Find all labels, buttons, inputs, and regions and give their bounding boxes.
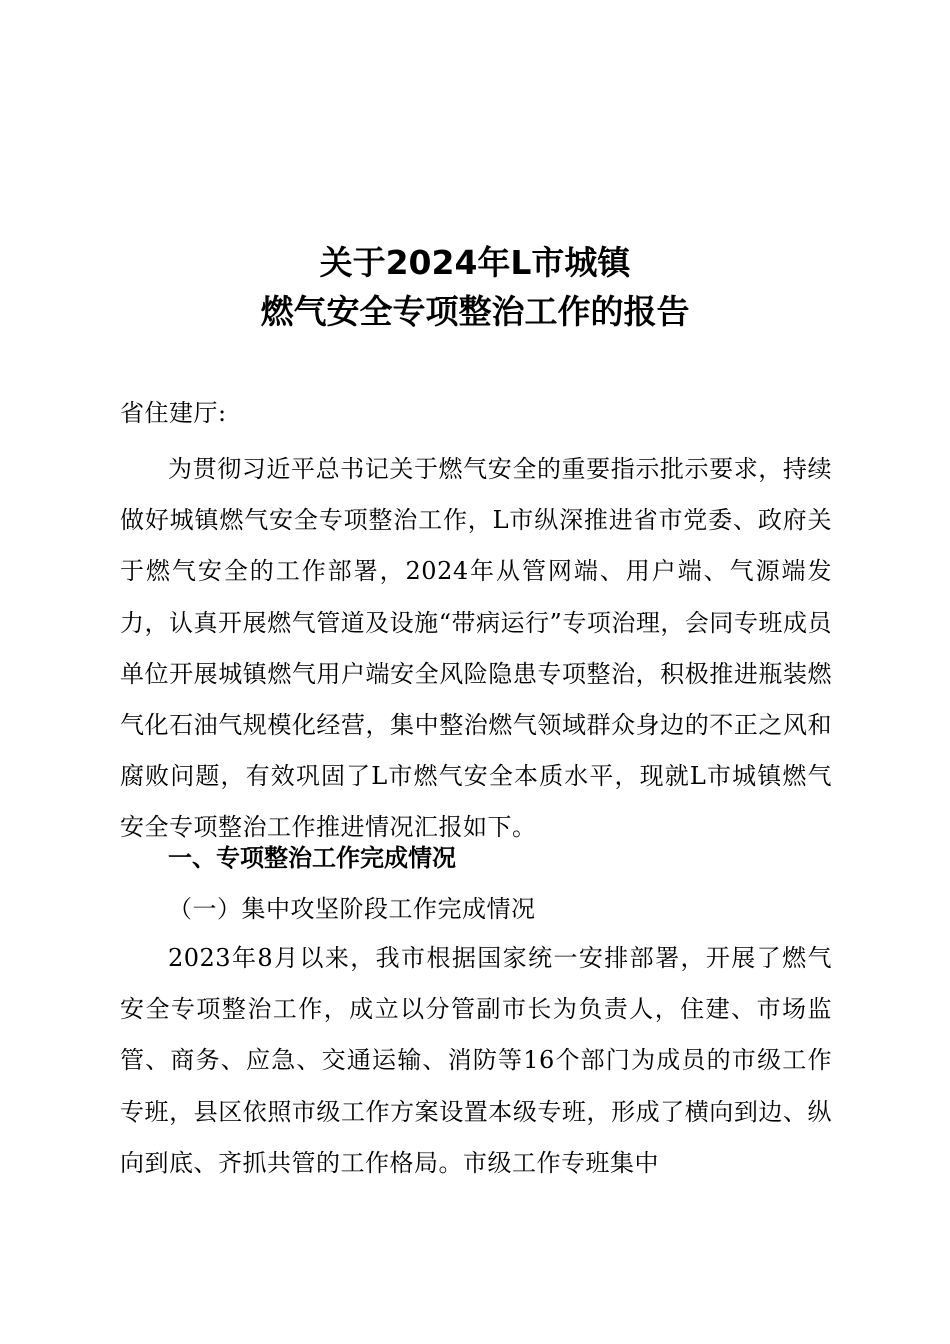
document-title-line-1: 关于2024年L市城镇: [319, 243, 631, 282]
intro-paragraph: 为贯彻习近平总书记关于燃气安全的重要指示批示要求，持续做好城镇燃气安全专项整治工作，L市纵深推进省市党委、政府关于燃气安全的工作部署，2024年从管网端、用户端、气源端发力，认真开展燃气管道及设施“带病运行”专项治理，会同专班成员单位开展城镇燃气用户端安全风险隐患专项整治，积极推进瓶装燃气化石油气规模化经营，集中整治燃气领域群众身边的不正之风和腐败问题，有效巩固了L市燃气安全本质水平，现就L市城镇燃气安全专项整治工作推进情况汇报如下。: [120, 455, 832, 842]
salutation: 省住建厅:: [120, 399, 227, 427]
body-paragraph: 2023年8月以来，我市根据国家统一安排部署，开展了燃气安全专项整治工作，成立以分管副市长为负责人，住建、市场监管、商务、应急、交通运输、消防等16个部门为成员的市级工作专班，县区依照市级工作方案设置本级专班，形成了横向到边、纵向到底、齐抓共管的工作格局。市级工作专班集中: [120, 944, 832, 1177]
section-heading: 一、专项整治工作完成情况: [168, 844, 456, 872]
document-title-line-2: 燃气安全专项整治工作的报告: [260, 292, 690, 331]
subsection-heading: （一）集中攻坚阶段工作完成情况: [168, 895, 536, 923]
